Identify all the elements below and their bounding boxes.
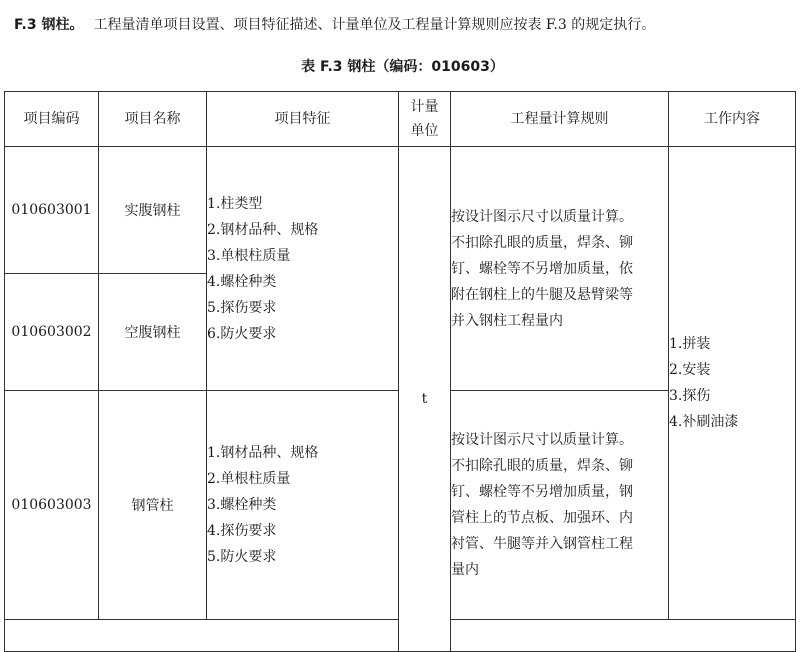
work-line: 3.探伤 bbox=[669, 388, 711, 404]
feature-line: 3.单根柱质量 bbox=[207, 247, 291, 264]
unit-cell: t bbox=[399, 147, 451, 652]
feature-line: 6.防火要求 bbox=[207, 325, 277, 342]
rule-line: 不扣除孔眼的质量，焊条、铆 bbox=[451, 234, 633, 251]
table-caption: 表 F.3 钢柱（编码：010603） bbox=[301, 59, 504, 75]
item-features-group2 bbox=[207, 391, 399, 620]
rule-line: 衬管、牛腿等并入钢管柱工程 bbox=[451, 536, 633, 552]
rule-line: 并入钢柱工程量内 bbox=[451, 312, 563, 329]
work-line: 2.安装 bbox=[669, 362, 711, 378]
notes-cell-right bbox=[451, 620, 796, 652]
item-code: 010603001 bbox=[5, 147, 99, 274]
rule-line: 钉、螺栓等不另增加质量，依 bbox=[451, 260, 633, 277]
section-heading: F.3 钢柱。 bbox=[14, 17, 84, 33]
header-unit-line1: 计量 bbox=[410, 99, 439, 115]
rule-line: 按设计图示尺寸以质量计算。 bbox=[451, 432, 633, 448]
header-rules: 工程量计算规则 bbox=[451, 92, 669, 147]
feature-line: 3.螺栓种类 bbox=[207, 497, 277, 513]
item-name: 实腹钢柱 bbox=[99, 147, 207, 274]
item-features-group1 bbox=[207, 147, 399, 391]
item-name: 钢管柱 bbox=[99, 391, 207, 620]
work-line: 1.拼装 bbox=[669, 336, 711, 352]
rule-line: 量内 bbox=[451, 562, 479, 578]
feature-line: 4.探伤要求 bbox=[207, 523, 277, 539]
rule-line: 不扣除孔眼的质量，焊条、铆 bbox=[451, 458, 633, 474]
header-code: 项目编码 bbox=[5, 92, 99, 147]
rule-line: 钉、螺栓等不另增加质量，钢 bbox=[451, 484, 633, 500]
feature-line: 2.单根柱质量 bbox=[207, 471, 291, 487]
rule-line: 附在钢柱上的牛腿及悬臂梁等 bbox=[451, 286, 633, 303]
table-row bbox=[5, 147, 796, 274]
header-row bbox=[5, 92, 796, 147]
rule-line: 按设计图示尺寸以质量计算。 bbox=[451, 208, 633, 225]
item-code: 010603002 bbox=[5, 274, 99, 391]
header-features: 项目特征 bbox=[207, 92, 399, 147]
feature-line: 5.探伤要求 bbox=[207, 299, 277, 316]
work-content bbox=[669, 147, 796, 620]
header-unit-line2: 单位 bbox=[410, 123, 439, 139]
header-unit bbox=[399, 92, 451, 147]
rule-line: 管柱上的节点板、加强环、内 bbox=[451, 510, 633, 526]
item-code: 010603003 bbox=[5, 391, 99, 620]
header-name: 项目名称 bbox=[99, 92, 207, 147]
feature-line: 2.钢材品种、规格 bbox=[207, 221, 319, 238]
notes-cell-left bbox=[5, 620, 399, 652]
steel-column-spec-table bbox=[4, 91, 796, 652]
rules-group2 bbox=[451, 391, 669, 620]
intro-paragraph bbox=[14, 14, 655, 36]
item-name: 空腹钢柱 bbox=[99, 274, 207, 391]
feature-line: 5.防火要求 bbox=[207, 549, 277, 565]
intro-text: 工程量清单项目设置、项目特征描述、计量单位及工程量计算规则应按表 F.3 的规定执行。 bbox=[93, 17, 656, 33]
feature-line: 4.螺栓种类 bbox=[207, 273, 277, 290]
work-line: 4.补刷油漆 bbox=[669, 414, 739, 430]
header-work: 工作内容 bbox=[669, 92, 796, 147]
feature-line: 1.钢材品种、规格 bbox=[207, 445, 319, 461]
feature-line: 1.柱类型 bbox=[207, 195, 263, 212]
rules-group1 bbox=[451, 147, 669, 391]
